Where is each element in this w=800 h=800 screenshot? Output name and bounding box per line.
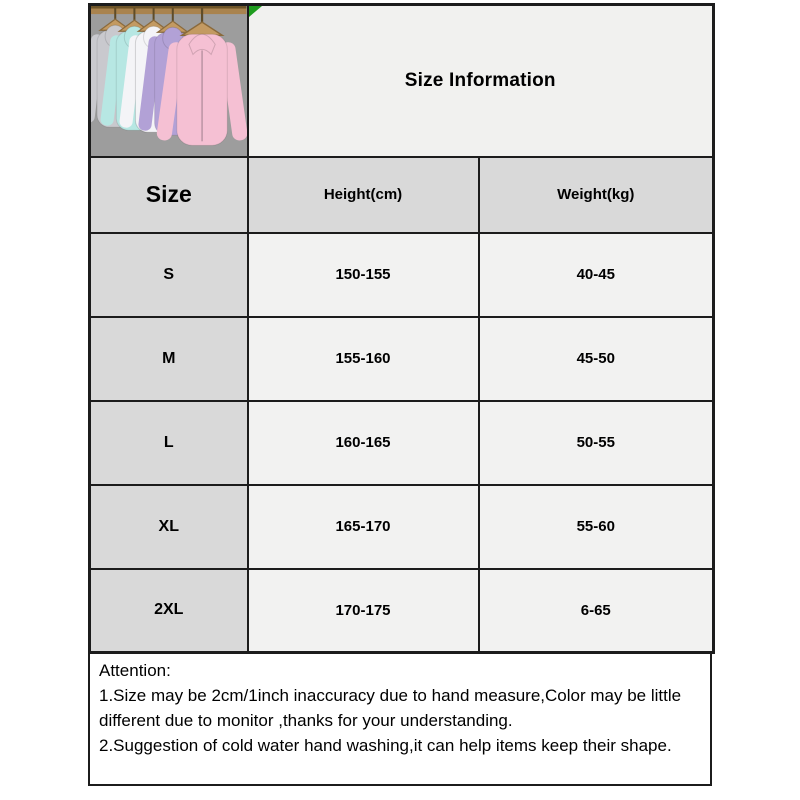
attention-notes xyxy=(88,652,712,786)
column-header-height: Height(cm) xyxy=(248,157,479,233)
column-header-size: Size xyxy=(90,157,248,233)
attention-label: Attention: xyxy=(99,661,171,680)
table-row-xl xyxy=(90,485,714,569)
table-row-m xyxy=(90,317,714,401)
page-title: Size Information xyxy=(404,69,556,91)
size-label: XL xyxy=(90,485,248,569)
table-row-l xyxy=(90,401,714,485)
weight-value: 55-60 xyxy=(479,485,714,569)
product-photo xyxy=(90,5,248,157)
size-chart-card xyxy=(88,3,712,786)
weight-value: 40-45 xyxy=(479,233,714,317)
column-header-weight: Weight(kg) xyxy=(479,157,714,233)
table-row-2xl xyxy=(90,569,714,653)
green-corner-marker-icon xyxy=(249,6,262,17)
height-value: 150-155 xyxy=(248,233,479,317)
weight-value: 45-50 xyxy=(479,317,714,401)
attention-note-1: 1.Size may be 2cm/1inch inaccuracy due to hand measure,Color may be little different due to monitor ,thanks for your understanding. xyxy=(99,686,682,730)
height-value: 155-160 xyxy=(248,317,479,401)
table-row-photo xyxy=(90,5,714,157)
height-value: 165-170 xyxy=(248,485,479,569)
height-value: 160-165 xyxy=(248,401,479,485)
size-label: M xyxy=(90,317,248,401)
weight-value: 6-65 xyxy=(479,569,714,653)
size-table xyxy=(88,3,715,654)
table-header-row xyxy=(90,157,714,233)
height-value: 170-175 xyxy=(248,569,479,653)
size-information-header xyxy=(248,5,714,157)
hoodies-illustration xyxy=(91,6,247,155)
table-row-s xyxy=(90,233,714,317)
attention-note-2: 2.Suggestion of cold water hand washing,it can help items keep their shape. xyxy=(99,736,672,755)
size-label: S xyxy=(90,233,248,317)
weight-value: 50-55 xyxy=(479,401,714,485)
size-label: 2XL xyxy=(90,569,248,653)
size-label: L xyxy=(90,401,248,485)
